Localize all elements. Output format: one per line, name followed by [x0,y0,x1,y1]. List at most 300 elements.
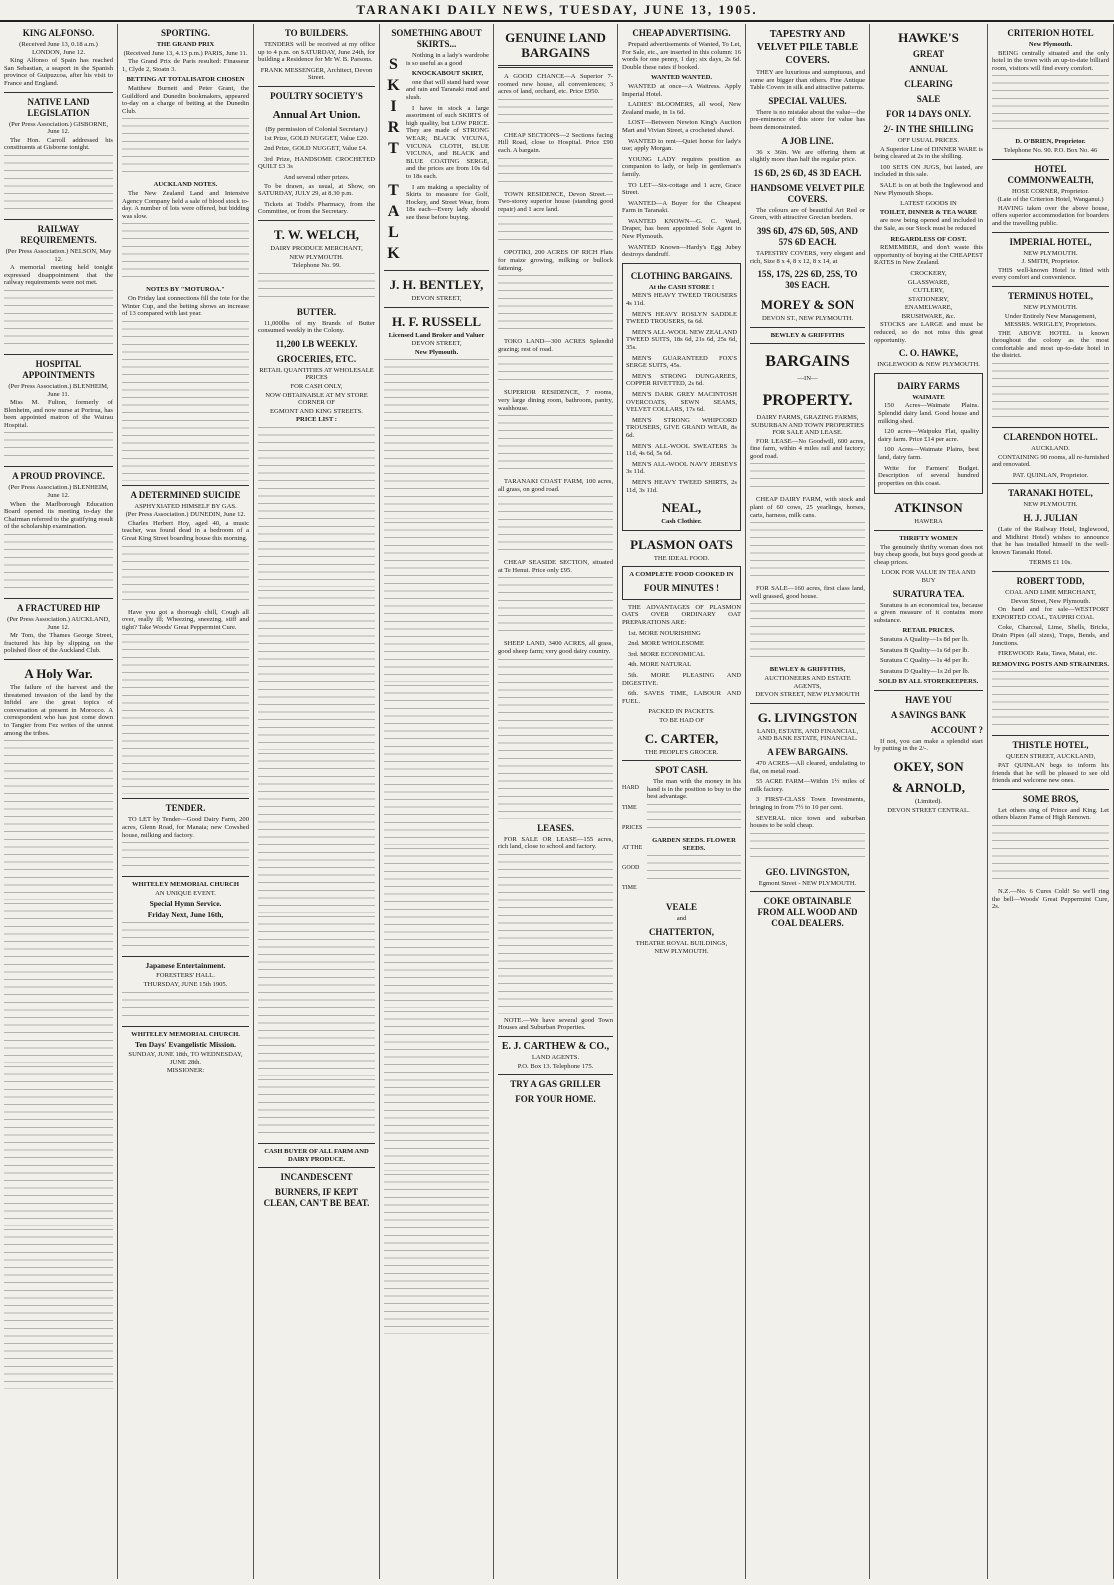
listing: FOR SALE—160 acres, first class land, well grassed, good house. [750,585,865,600]
side-word: TIME [622,885,637,892]
headline: GEO. LIVINGSTON, [765,866,850,877]
text-block [4,1229,113,1389]
clothing-item: MEN'S STRONG DUNGAREES, COPPER RIVETTED, 2s 6d. [626,372,737,388]
article-text: Nothing in a lady's wardrobe is so useful as a good [406,52,489,67]
subhead: LATEST GOODS IN [900,200,957,208]
article-text: To be drawn, as usual, at Show, on SATURDAY, JULY 29, at 8.30 p.m. [258,182,375,198]
text-block [647,855,741,885]
article-text: On Friday last connections fill the tote for the Winter Cup, and the betting shows an increase of 13 compared with last year. [122,294,249,318]
subhead: RETAIL PRICES. [902,627,955,635]
subhead: NEW PLYMOUTH. [289,253,344,261]
subhead: THRIFTY WOMEN [899,534,958,542]
subhead: Under Entirely New Management, [1004,312,1097,320]
side-words [622,778,644,898]
subhead: WHITELEY MEMORIAL CHURCH [131,881,240,889]
article-text: 11,000lbs of my Brands of Butter consumed weekly in the Colony. [258,319,375,335]
subhead: Egmont Street - NEW PLYMOUTH. [758,879,857,887]
headline: THISTLE HOTEL, [1012,740,1089,751]
text-block [498,216,613,246]
clothing-item: MEN'S ALL-WOOL SWEATERS 3s 11d, 4s 6d, 5s 6d. [626,442,737,458]
column-3 [254,24,380,1579]
subhead: (Late of the Criterion Hotel, Wanganui.) [997,196,1104,204]
article-text: King Alfonso of Spain has reached San Sebastian, a seaport in the Spanish province of Guipuzcoa, after his visit to France and England. [4,57,113,87]
listing: Write for Farmers' Budget. Description of several hundred properties on this coast. [878,464,979,487]
subhead: DEVON STREET CENTRAL. [887,806,970,814]
column-1 [0,24,118,1579]
headline: CHATTERTON, [648,926,715,937]
ad-heading: Ten Days' Evangelistic Mission. [135,1040,236,1050]
text-block [4,155,113,215]
text-block [992,671,1109,731]
subhead: TO BE HAD OF [659,717,704,724]
headline: H. J. JULIAN [1023,513,1078,524]
subhead: P.O. Box 13. Telephone 175. [517,1062,594,1070]
headline: ANNUAL [909,64,948,74]
subhead: KNOCKABOUT SKIRT, [411,70,484,78]
text-block [122,634,249,794]
text-block [498,356,613,386]
article-text: Miss M. Fulton, formerly of Blenheim, and now nurse at Porirua, has been appointed matron of the Wairau Hospital. [4,399,113,429]
list-item: GLASSWARE, [907,278,950,286]
advantage: 3rd. MORE ECONOMICAL [628,650,705,658]
article-text: Tickets at Todd's Pharmacy, from the Committee, or from the Secretary. [258,200,375,216]
headline: VEALE [665,902,697,913]
article-text: I have in stock a large assortment of such SKIRTS of high quality, but LOW PRICE. They are made of STRONG WEAR; BLACK VICUNA, VICUNA CLOTH, BLUE VICUNA, and BLACK and BLUE COATING SERGE, and the prices are from 10s 6d to 18s each. [406,104,489,180]
headline: TENDER. [165,803,206,814]
subhead: HAWERA [914,518,943,526]
price-list [258,427,375,587]
listing: A GOOD CHANCE—A Superior 7-roomed new house, all conveniences; 3 acres of land, orchard, etc. Price £950. [498,73,613,96]
headline: TAPESTRY AND VELVET PILE TABLE COVERS. [756,29,859,66]
advantage: 5th. MORE PLEASING AND DIGESTIVE. [622,672,741,687]
text-block [750,522,865,582]
price-list [258,753,375,913]
text-block [122,223,249,283]
listing: CHEAP DAIRY FARM, with stock and plant of 60 cows, 25 yearlings, horses, carts, harness, milk cans. [750,496,865,519]
column-9 [988,24,1114,1579]
text-block [498,854,613,1014]
headline: T. W. WELCH, [273,226,360,242]
text-block [750,833,865,863]
subhead: PAT. QUINLAN, Proprietor. [1012,471,1089,479]
subhead: THEATRE ROYAL BUILDINGS, [635,939,728,947]
price-line: Suratura D Quality—1s 2d per lb. [880,667,970,675]
clothing-item: MEN'S STRONG WHIPCORD TROUSERS, GIVE GRAND WEAR, 8s 6d. [626,416,737,439]
listing: 3 FIRST-CLASS Town Investments, bringing in from 7½ to 10 per cent. [750,796,865,811]
subhead: LOOK FOR VALUE IN TEA AND BUY [881,569,976,584]
listing: SUPERIOR RESIDENCE, 7 rooms, very large dining room, bathroom, pantry, washhouse. [498,389,613,412]
text-block [498,415,613,475]
subhead: AUCKLAND. [1031,445,1070,453]
headline: CLEARING [904,79,953,89]
headline: HAWKE'S [898,30,959,45]
subhead: A COMPLETE FOOD COOKED IN [629,571,734,579]
listing: SEVERAL nice town and suburban houses to be sold cheap. [750,814,865,830]
clothing-item: MEN'S DARK GREY MACINTOSH OVERCOATS, SEWN SEAMS, VELVET COLLARS, 17s 6d. [626,390,737,414]
clothing-item: MEN'S ALL-WOOL NAVY JERSEYS 3s 11d. [626,460,737,476]
classified-ad: TO LET—Six-cottage and 1 acre, Grace Street. [622,181,741,197]
listing: OPOTIKI, 200 ACRES OF RICH Flats for maize growing, milking or bullock fattening. [498,249,613,272]
subhead: FORESTERS' HALL. [156,972,215,980]
headline: KING ALFONSO. [22,28,95,38]
headline: SALE [916,94,941,104]
prize-line: 2nd Prize, GOLD NUGGET, Value £4. [264,145,368,153]
classified-ad: LOST—Between Newton King's Auction Mart and Vivian Street, a crocheted shawl. [622,119,741,134]
headline: A DETERMINED SUICIDE [130,489,241,500]
side-word: AT THE [622,845,643,852]
headline: IMPERIAL HOTEL, [1009,236,1092,247]
subhead: AN UNIQUE EVENT. [155,889,216,897]
text-block [750,603,865,663]
article-text: TO LET by Tender—Good Dairy Farm, 200 acres, Glenn Road, for Manaia; new Cowshed house, milking and factory. [122,816,249,839]
text-block [498,275,613,335]
article-text: TENDERS will be received at my office up to 4 p.m. on SATURDAY, June 24th, for building a Residence for Mr W. B. Parsons. [258,41,375,64]
subhead: BEWLEY & GRIFFITHS [770,331,845,339]
subhead: GARDEN SEEDS. FLOWER SEEDS. [652,836,736,852]
article-text: CONTAINING 90 rooms, all re-furnished and renovated. [992,453,1109,469]
ad-heading: Japanese Entertainment. [145,961,226,971]
clothing-item: MEN'S HEAVY ROSLYN SADDLE TWEED TROUSERS, 6s 6d. [626,310,737,326]
subhead: THE GRAND PRIX [156,41,215,48]
spot-cash-block [622,778,741,898]
classified-ad: YOUNG LADY requires position as companion to lady, or help in gentleman's family. [622,155,741,178]
subhead: THE PEOPLE'S GROCER. [644,748,719,756]
subhead: MISSIONER: [166,1067,205,1075]
article-text: TAPESTRY COVERS, very elegant and rich, Size 8 x 4, 8 x 12, 8 x 14, at [750,249,865,265]
headline: & ARNOLD, [892,780,965,796]
text-block [498,99,613,129]
headline: SPOT CASH. [655,765,708,776]
price-list [258,590,375,750]
classified-ad: WANTED—A Buyer for the Cheapest Farm in Taranaki. [622,199,741,215]
headline: J. H. BENTLEY, [389,277,484,292]
headline: GENUINE LAND BARGAINS [505,30,606,60]
subhead: Devon Street, New Plymouth. [1010,597,1091,605]
headline: 15S, 17S, 22S 6D, 25S, TO 30S EACH. [757,269,858,291]
clothing-item: MEN'S GUARANTEED FOX'S SERGE SUITS, 45s. [626,354,737,370]
headline: ACCOUNT ? [930,724,983,735]
subhead: ASPHYXIATED HIMSELF BY GAS. [134,502,237,510]
article-text: FIREWOOD: Rata, Tawa, Matai, etc. [998,650,1098,658]
subhead: CASH BUYER OF ALL FARM AND DAIRY PRODUCE. [264,1148,369,1163]
price-line: Suratura A Quality—1s 8d per lb. [880,635,969,643]
advantage: 4th. MORE NATURAL [628,661,692,669]
subhead: AUCKLAND NOTES. [153,181,218,189]
subhead: LAND AGENTS. [531,1054,580,1062]
subhead: COAL AND LIME MERCHANT, [1005,589,1096,596]
list-item: CUTLERY, [913,287,944,295]
subhead: TOILET, DINNER & TEA WARE [879,208,978,216]
article-text: are now being opened and included in the Sale, as our Stock must be reduced [874,217,983,232]
column-2 [118,24,254,1579]
headline: NEAL, [661,500,702,516]
article-text: If not, you can make a splendid start by putting in the 2/-. [874,737,983,753]
headline: BARGAINS [765,353,850,371]
listing: NOTE.—We have several good Town Houses and Suburban Properties. [498,1016,613,1032]
subhead: TERMS £1 10s. [1029,559,1072,567]
listing: CHEAP SECTIONS—2 Sections facing Hill Road, close to Hospital. Price £90 each. A bargain. [498,131,613,154]
dateline: (Per Press Association.) BLENHEIM, June 11. [8,382,109,398]
headline: 11,200 LB WEEKLY. [275,338,358,349]
price-list [258,1079,375,1139]
subhead: NEW PLYMOUTH. [1023,303,1078,311]
list-item: BRUSHWARE, &c. [901,312,956,320]
article-text: one that will stand hard wear and rain and Taranaki mud and slush. [406,78,489,101]
subhead: THURSDAY, JUNE 15th 1905. [143,981,228,988]
text-block [384,685,489,845]
text-block [4,1066,113,1226]
article-text: The genuinely thrifty woman does not buy cheap goods, but buys good goods at cheap prices. [874,543,983,566]
headline: 39S 6D, 47S 6D, 50S, AND 57S 6D EACH. [756,225,859,247]
headline: HANDSOME VELVET PILE COVERS. [750,182,865,204]
text-block [992,825,1109,885]
price-list [258,916,375,1076]
listing: 120 acres—Waipuku Flat, quality dairy farm. Price £14 per acre. [878,428,979,443]
subhead: And several other prizes. [283,173,350,181]
headline: CLOTHING BARGAINS. [630,270,733,281]
subhead: PACKED IN PACKETS. [648,708,715,716]
article-text: The Grand Prix de Paris resulted: Finasseur 1, Clyde 2, Stoatn 3. [122,58,249,73]
subhead: SOLD BY ALL STOREKEEPERS. [878,678,979,686]
article-text: I am making a speciality of Skirts to measure for Golf, Hockey, and Street Wear, from 18s each—Every lady should see these before buying. [406,183,489,221]
subhead: RETAIL QUANTITIES AT WHOLESALE PRICES [259,366,374,382]
classified-ad: WANTED to rent—Quiet horse for lady's use; apply Morgan. [622,137,741,153]
headline: TO BUILDERS. [284,28,349,38]
headline: HOSPITAL APPOINTMENTS [22,358,95,380]
text-block [498,496,613,556]
subhead: REMOVING POSTS AND STRAINERS. [992,660,1109,668]
classified-ad: LADIES' BLOOMERS, all wool, New Zealand made, in 1s 6d. [622,101,741,116]
headline: GROCERIES, ETC. [276,353,357,364]
subhead: DAIRY PRODUCE MERCHANT, [270,244,363,252]
headline: RAILWAY REQUIREMENTS. [20,223,97,245]
listing: 470 ACRES—All cleared, undulating to flat, on metal road. [750,760,865,775]
article-text: Charles Herbert Hoy, aged 40, a music teacher, was found dead in a bedroom of a Great King Street boarding house this morning. [122,519,249,543]
article-text: Suratura is an economical tea, because a given measure of it contains more substance. [874,601,983,624]
side-word: HARD [622,785,640,792]
headline: INCANDESCENT [280,1172,353,1183]
subhead: QUEEN STREET, AUCKLAND, [1005,753,1096,761]
headline: OKEY, SON [893,759,964,775]
subhead: Telephone No. 90. P.O. Box No. 46 [1003,146,1098,154]
text-block [647,804,741,834]
subhead: New Plymouth. [1028,41,1073,48]
headline: A FEW BARGAINS. [767,747,848,757]
article-text: THIS well-known Hotel is fitted with every comfort and convenience. [992,266,1109,282]
article-text: BEING centrally situated and the only hotel in the town with an up-to-date billiard room, visitors will find every comfort. [992,49,1109,72]
headline: H. F. RUSSELL [391,313,482,329]
subhead: J. SMITH, Proprietor. [1021,258,1080,266]
text-block [122,321,249,481]
listing: SHEEP LAND, 3400 ACRES, all grass, good sheep farm; very good dairy country. [498,640,613,656]
listing: FOR LEASE—No Goodwill, 600 acres, fine farm, within 4 miles rail and factory; good road. [750,437,865,460]
text-block [992,75,1109,135]
subhead: —IN— [797,375,818,383]
clothing-item: MEN'S HEAVY TWEED SHIRTS, 2s 11d, 3s 11d. [626,478,737,494]
article-text: The Hon. Carroll addressed his constituents at Gisborne tonight. [4,136,113,152]
ad-heading: Special Hymn Service. [149,899,222,909]
article-text: PAT QUINLAN begs to inform his friends that he will be pleased to see old friends and welcome new ones. [992,761,1109,785]
article-text: The man with the money in his hand is in the position to buy to the best advantage. [647,778,741,801]
dateline: (Received June 13, 4.13 p.m.) PARIS, June 11. [123,49,248,57]
column-8 [870,24,988,1579]
price-line: Suratura C Quality—1s 4d per lb. [880,657,970,665]
subhead: DEVON STREET, [411,295,462,302]
column-6 [618,24,746,1579]
dateline: (Per Press Association.) DUNEDIN, June 12. [125,511,246,519]
column-4 [380,24,494,1579]
headline: Annual Art Union. [272,108,361,121]
text-block [4,740,113,900]
subhead: NEW PLYMOUTH. [654,948,709,956]
subhead: REGARDLESS OF COST. [890,235,967,243]
listing: 150 Acres—Waimate Plains. Splendid dairy land. Good house and milking shed. [878,402,979,425]
headline: DAIRY FARMS [897,380,960,391]
text-block [4,290,113,350]
subhead: (By permission of Colonial Secretary.) [265,125,368,133]
text-block [992,363,1109,423]
subhead: NOTES BY "MOTUROA." [146,286,225,294]
listing: TARANAKI COAST FARM, 100 acres, all grass, on good road. [498,478,613,493]
article-text: Prepaid advertisements of Wanted, To Let, For Sale, etc., are inserted in this column: 16 words for one penny, 1 day; six days, 2s 6d. Double these rates if booked. [622,41,741,71]
headline: MOREY & SON [760,297,855,313]
article-text: Let others sing of Prince and King. Let others blazon Fame of High Renown. [992,806,1109,822]
headline: C. O. HAWKE, [898,348,959,359]
prize-line: 1st Prize, GOLD NUGGET, Value £20. [264,134,369,142]
article-text: 36 x 36in. We are offering them at slightly more than half the regular price. [750,148,865,164]
headline: CHEAP ADVERTISING. [632,28,731,38]
subhead: OFF USUAL PRICES. [897,137,960,144]
prize-line: 3rd Prize, HANDSOME CROCHETED QUILT £3 3s [258,155,375,171]
subhead: At the CASH STORE ! [648,283,715,291]
article-text: Have you got a thorough chill, Cough all over, really ill; Wheezing, sneezing, stiff and tight? Take Woods' Great Peppermint Cure. [122,608,249,631]
masthead: TARANAKI DAILY NEWS, TUESDAY, JUNE 13, 1905. [0,0,1114,22]
advantage: 6th. SAVES TIME, LABOUR AND FUEL. [622,690,741,705]
text-block [384,1011,489,1171]
listing: 100 Acres—Waimate Plains, best land, dairy farm. [878,446,979,461]
subhead: NEW PLYMOUTH. [1023,501,1078,509]
price-line: Suratura B Quality—1s 6d per lb. [880,646,970,654]
subhead: DEVON ST., NEW PLYMOUTH. [761,315,854,323]
headline: SOMETHING ABOUT SKIRTS... [391,28,482,49]
column-7 [746,24,870,1579]
headline: TRY A GAS GRILLER [510,1079,601,1090]
text-block [122,118,249,178]
side-word: TIME [622,805,637,812]
subhead: BETTING AT TOTALISATOR CHOSEN [126,76,245,84]
text-block [498,659,613,819]
dateline: (Per Press Association.) GISBORNE, June 12. [8,120,109,136]
clothing-item: MEN'S ALL-WOOL NEW ZEALAND TWEED SUITS, 18s 6d, 21s 6d, 25s 6d, 35s. [626,328,737,351]
headline: E. J. CARTHEW & CO., [501,1041,610,1053]
ad-heading: Friday Next, June 16th, [147,910,224,920]
text-block [122,546,249,606]
subhead: (Limited). [915,798,942,806]
classified-ad: WANTED KNOWN—G. C. Ward, Draper, has been appointed Sole Agent in New Plymouth. [622,217,741,241]
article-text: The New Zealand Land and Intensive Agency Company held a sale of blood stock to-day. A number of lots were offered, but bidding was slow. [122,189,249,220]
clothing-item: MEN'S HEAVY TWEED TROUSERS 4s 11d. [626,292,737,308]
side-word: GOOD [622,865,640,872]
text-block [122,842,249,872]
dateline: (Per Press Association.) AUCKLAND, June 12. [7,616,110,631]
listing: TOKO LAND—300 ACRES Splendid grazing; rest of road. [498,338,613,353]
text-block [498,158,613,188]
headline: SOME BROS, [1022,793,1079,804]
classified-ad: WANTED Known—Hardy's Egg Jubey destroys dandruff. [622,243,741,259]
text-block [384,359,489,519]
article-text: STOCKS are LARGE and must be reduced, so do not miss this great opportunity. [874,321,983,344]
subhead: NEW PLYMOUTH. [1023,249,1078,257]
headline: 1S 6D, 2S 6D, 4S 3D EACH. [753,167,862,178]
headline: FOUR MINUTES ! [643,582,719,593]
headline: G. LIVINGSTON [757,709,858,725]
headline: SURATURA TEA. [892,588,965,599]
subhead: DEVON STREET, [411,340,462,348]
headline: PROPERTY. [762,391,853,409]
list-item: STATIONERY, [908,295,949,303]
article-text: Coke, Charcoal, Lime, Shells, Bricks, Drain Pipes (all sizes), Traps, Bends, and Junctions. [992,624,1109,647]
subhead: PRICE LIST : [296,416,337,424]
subhead: WAIMATE [912,393,945,401]
article-text: The colours are of beautiful Art Red or Green, with attractive Grecian borders. [750,206,865,222]
subhead: Cash Clothier. [661,518,702,526]
article-text: The failure of the harvest and the threatened invasion of the land by the Infidel are the great topics of conversation at present in Morocco. A correspondent who has just come down to Tangier from Fez writes of the unrest among the tribes. [4,684,113,737]
subhead: DEVON STREET, NEW PLYMOUTH [755,691,860,699]
headline: 2/- IN THE SHILLING [883,124,974,134]
headline: COKE OBTAINABLE FROM ALL WOOD AND COAL DEALERS. [757,896,858,929]
subhead: INGLEWOOD & NEW PLYMOUTH. [877,361,980,369]
headline: SPECIAL VALUES. [768,95,847,106]
subhead: WANTED WANTED. [650,74,713,82]
subhead: LAND, ESTATE, AND FINANCIAL, AND BANK ESTATE, FINANCIAL. [757,727,858,743]
clothing-ad [622,263,741,531]
dateline: (Per Press Association.) BLENHEIM, June 12. [8,484,109,500]
text-block [122,992,249,1022]
subhead: BEWLEY & GRIFFITHS, [769,666,846,674]
text-block [122,922,249,952]
classified-ad: WANTED at once—A Waitress. Apply Imperial Hotel. [622,82,741,98]
article-text: N.Z.—No. 6 Cures Cold! So we'll ring the bell—Woods' Great Peppermint Cure, 2s. [992,887,1109,911]
headline: A FRACTURED HIP [16,603,100,614]
article-text: There is no mistake about the value—the pre-eminence of this store for value has been demonstrated. [750,108,865,131]
text-block [4,903,113,1063]
listing: FOR SALE OR LEASE—155 acres, rich land, close to school and factory. [498,835,613,851]
headline: PLASMON OATS [630,536,733,552]
headline: ATKINSON [894,500,963,516]
headline: LEASES. [537,822,574,833]
subhead: FOR CASH ONLY, [290,383,343,391]
text-block [4,534,113,594]
headline: A JOB LINE. [781,135,834,146]
headline: GREAT [912,49,945,59]
subhead: WHITELEY MEMORIAL CHURCH. [131,1030,240,1038]
subhead: D. O'BRIEN, Proprietor. [1015,138,1086,146]
headline: ROBERT TODD, [1016,576,1085,586]
headline: POULTRY SOCIETY'S [270,90,363,101]
article-text: A memorial meeting held tonight expressed disappointment that the railway requirements were not met. [4,264,113,287]
headline: C. CARTER, [644,730,719,746]
headline: FOR 14 DAYS ONLY. [885,109,972,119]
vertical-heading: SKIRT TALK [385,56,402,266]
subhead: DAIRY FARMS, GRAZING FARMS, SUBURBAN AND TOWN PROPERTIES FOR SALE AND LEASE. [751,413,864,437]
article-text: When the Marlborough Education Board opened its meeting to-day the Chairman referred to the gratifying result of the scholarship examination. [4,500,113,531]
subhead: Telephone No. 99. [292,262,341,270]
headline: CLARENDON HOTEL. [1003,432,1098,443]
list-item: ENAMELWARE, [904,304,953,312]
subhead: MESSRS. WRIGLEY, Proprietors. [1004,321,1097,329]
headline: A Holy War. [24,666,93,681]
subhead: New Plymouth. [414,348,459,356]
